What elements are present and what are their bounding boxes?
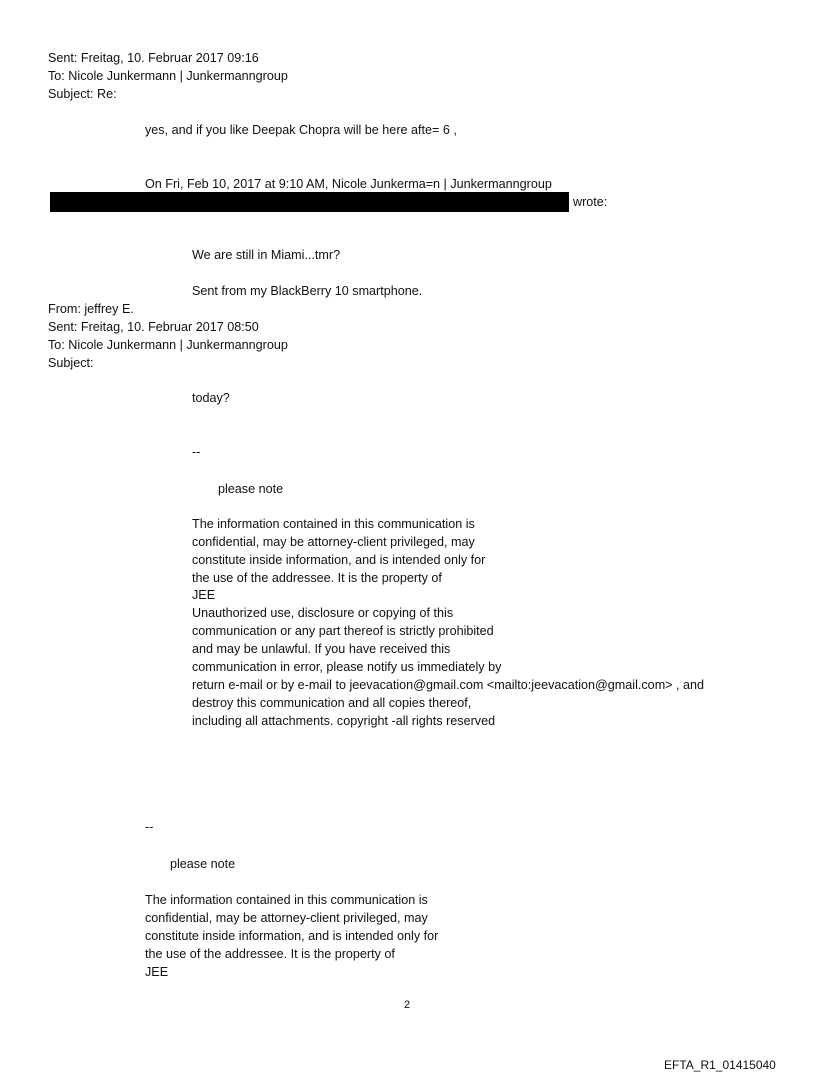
disclaimer-line: communication or any part thereof is strictly prohibited: [192, 624, 494, 638]
signature-separator-2: --: [145, 820, 154, 834]
disclaimer-line: the use of the addressee. It is the property of: [145, 947, 395, 961]
disclaimer-line: constitute inside information, and is intended only for: [192, 553, 486, 567]
quoted-signature: Sent from my BlackBerry 10 smartphone.: [192, 284, 423, 298]
subject-line-2: Subject:: [48, 356, 94, 370]
disclaimer-line: constitute inside information, and is intended only for: [145, 929, 439, 943]
disclaimer-line: and may be unlawful. If you have received this: [192, 642, 451, 656]
disclaimer-line: return e-mail or by e-mail to jeevacation@gmail.com <mailto:jeevacation@gmail.com> , and: [192, 678, 705, 692]
note-title-2: please note: [170, 857, 236, 871]
sent-line: Sent: Freitag, 10. Februar 2017 09:16: [48, 51, 259, 65]
sent-line-2: Sent: Freitag, 10. Februar 2017 08:50: [48, 320, 259, 334]
subject-line: Subject: Re:: [48, 87, 117, 101]
disclaimer-line: including all attachments. copyright -all rights reserved: [192, 714, 496, 728]
disclaimer-line: JEE: [145, 965, 169, 979]
disclaimer-line: The information contained in this communication is: [145, 893, 428, 907]
reply-body: yes, and if you like Deepak Chopra will be here afte= 6 ,: [145, 123, 457, 137]
document-id: EFTA_R1_01415040: [664, 1058, 776, 1072]
to-line: To: Nicole Junkermann | Junkermanngroup: [48, 69, 288, 83]
disclaimer-line: the use of the addressee. It is the property of: [192, 571, 442, 585]
disclaimer-line: communication in error, please notify us immediately by: [192, 660, 502, 674]
redaction-bar: [50, 192, 569, 212]
from-line: From: jeffrey E.: [48, 302, 134, 316]
disclaimer-line: destroy this communication and all copies thereof,: [192, 696, 472, 710]
disclaimer-line: JEE: [192, 588, 216, 602]
note-title: please note: [218, 482, 284, 496]
wrote-label: wrote:: [573, 195, 608, 209]
quoted-message: We are still in Miami...tmr?: [192, 248, 341, 262]
page-number: 2: [404, 999, 411, 1011]
disclaimer-line: confidential, may be attorney-client privileged, may: [145, 911, 428, 925]
disclaimer-line: confidential, may be attorney-client privileged, may: [192, 535, 475, 549]
disclaimer-line: The information contained in this communication is: [192, 517, 475, 531]
signature-separator: --: [192, 445, 201, 459]
to-line-2: To: Nicole Junkermann | Junkermanngroup: [48, 338, 288, 352]
original-body: today?: [192, 391, 230, 405]
disclaimer-line: Unauthorized use, disclosure or copying of this: [192, 606, 454, 620]
quote-attribution: On Fri, Feb 10, 2017 at 9:10 AM, Nicole Junkerma=n | Junkermanngroup: [145, 177, 552, 191]
